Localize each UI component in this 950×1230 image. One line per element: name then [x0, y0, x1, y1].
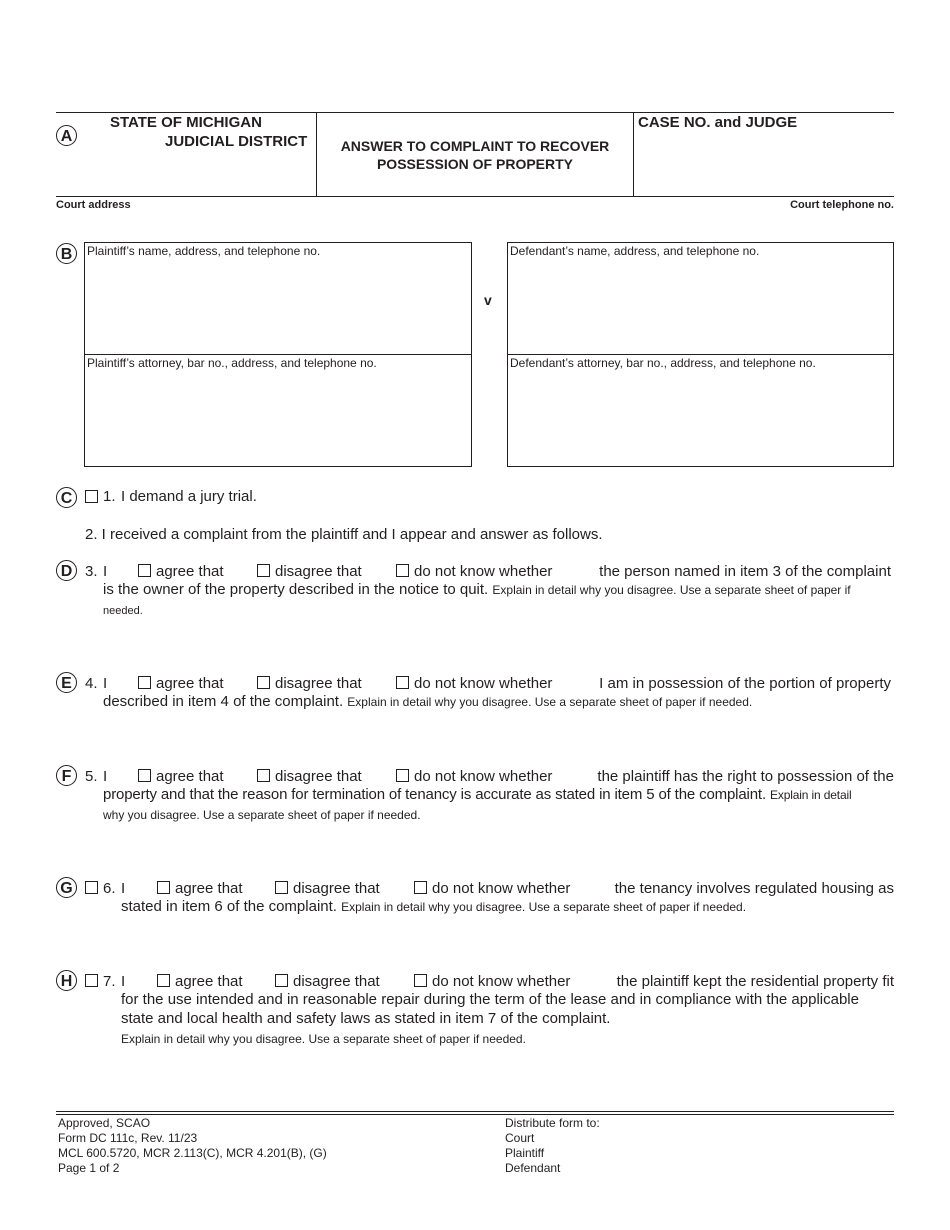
footer-approved: Approved, SCAO: [58, 1116, 151, 1130]
item4-agree-label: agree that: [156, 675, 224, 692]
item5-tail: the plaintiff has the right to possession of the: [597, 768, 894, 785]
item7-line3: state and local health and safety laws as stated in item 7 of the complaint.: [121, 1010, 611, 1027]
item6-agree-label: agree that: [175, 880, 243, 897]
footer-page-number: Page 1 of 2: [58, 1161, 120, 1175]
item6-agree-checkbox[interactable]: [157, 881, 170, 894]
item6-tail: the tenancy involves regulated housing as: [614, 880, 894, 897]
form-title-line2: POSSESSION OF PROPERTY: [376, 156, 574, 172]
marker-b: B: [56, 243, 77, 264]
item3-i: I: [103, 563, 108, 580]
marker-f: F: [56, 765, 77, 786]
item4-line2-text: described in item 4 of the complaint.: [103, 693, 344, 710]
item5-agree-label: agree that: [156, 768, 224, 785]
item6-disagree-label: disagree that: [293, 880, 380, 897]
item7-disagree-label: disagree that: [293, 973, 380, 990]
item1-number: 1.: [103, 488, 116, 505]
plaintiff-attorney-box[interactable]: [84, 354, 472, 467]
plaintiff-name-box[interactable]: [84, 242, 472, 355]
defendant-attorney-label: Defendant’s attorney, bar no., address, and telephone no.: [510, 356, 816, 370]
item7-unknown-checkbox[interactable]: [414, 974, 427, 987]
item4-line2: [103, 693, 752, 711]
item7-i: I: [121, 973, 126, 990]
marker-a: A: [56, 125, 77, 146]
item6-line2-text: stated in item 6 of the complaint.: [121, 898, 337, 915]
item3-agree-checkbox[interactable]: [138, 564, 151, 577]
item5-number: 5.: [85, 768, 98, 785]
footer-rule-bottom: [56, 1114, 894, 1115]
header-bottom-rule: [56, 196, 894, 197]
item5-disagree-checkbox[interactable]: [257, 769, 270, 782]
marker-g: G: [56, 877, 77, 898]
item6-line2: [121, 898, 746, 916]
item4-number: 4.: [85, 675, 98, 692]
item4-disagree-checkbox[interactable]: [257, 676, 270, 689]
marker-d: D: [56, 560, 77, 581]
item3-line2-text: is the owner of the property described in the notice to quit.: [103, 581, 489, 598]
footer-form-number: Form DC 111c, Rev. 11/23: [58, 1131, 198, 1145]
item2-text: 2. I received a complaint from the plaintiff and I appear and answer as follows.: [85, 526, 603, 543]
case-number-label: CASE NO. and JUDGE: [638, 114, 798, 131]
court-address-label: Court address: [56, 199, 131, 211]
district-label: JUDICIAL DISTRICT: [165, 133, 308, 150]
footer-rule-top: [56, 1111, 894, 1112]
item5-disagree-label: disagree that: [275, 768, 362, 785]
item4-agree-checkbox[interactable]: [138, 676, 151, 689]
item7-tail: the plaintiff kept the residential property fit: [616, 973, 894, 990]
item1-text: I demand a jury trial.: [121, 488, 257, 505]
item5-unknown-label: do not know whether: [414, 768, 553, 785]
state-label: STATE OF MICHIGAN: [110, 114, 262, 131]
header-divider-right: [633, 112, 634, 196]
item4-i: I: [103, 675, 108, 692]
marker-e: E: [56, 672, 77, 693]
item7-agree-checkbox[interactable]: [157, 974, 170, 987]
item3-disagree-checkbox[interactable]: [257, 564, 270, 577]
item5-agree-checkbox[interactable]: [138, 769, 151, 782]
item7-line4-note: Explain in detail why you disagree. Use a separate sheet of paper if needed.: [121, 1032, 526, 1046]
item3-unknown-label: do not know whether: [414, 563, 553, 580]
item5-line2: [103, 786, 852, 804]
footer-distribute-defendant: Defendant: [505, 1161, 561, 1175]
item7-checkbox[interactable]: [85, 974, 98, 987]
item6-disagree-checkbox[interactable]: [275, 881, 288, 894]
footer-rules: MCL 600.5720, MCR 2.113(C), MCR 4.201(B), (G): [58, 1146, 327, 1160]
item6-unknown-checkbox[interactable]: [414, 881, 427, 894]
footer-distribute-label: Distribute form to:: [505, 1116, 600, 1130]
item3-disagree-label: disagree that: [275, 563, 362, 580]
item5-line3-note: why you disagree. Use a separate sheet of paper if needed.: [103, 808, 421, 822]
item3-line2-note: Explain in detail why you disagree. Use a separate sheet of paper if: [492, 583, 851, 597]
item3-line2: [103, 581, 851, 599]
item4-line2-note: Explain in detail why you disagree. Use a separate sheet of paper if needed.: [347, 695, 753, 709]
item7-disagree-checkbox[interactable]: [275, 974, 288, 987]
item3-agree-label: agree that: [156, 563, 224, 580]
item4-unknown-checkbox[interactable]: [396, 676, 409, 689]
item6-unknown-label: do not know whether: [432, 880, 571, 897]
item3-tail: the person named in item 3 of the complaint: [599, 563, 891, 580]
header-top-rule: [56, 112, 894, 113]
item4-disagree-label: disagree that: [275, 675, 362, 692]
item7-agree-label: agree that: [175, 973, 243, 990]
item6-checkbox[interactable]: [85, 881, 98, 894]
item6-number: 6.: [103, 880, 116, 897]
plaintiff-name-label: Plaintiff’s name, address, and telephone no.: [87, 244, 321, 258]
item5-line2-text: property and that the reason for termination of tenancy is accurate as stated in item 5 of the complaint.: [103, 786, 766, 803]
item7-number: 7.: [103, 973, 116, 990]
item6-i: I: [121, 880, 126, 897]
item7-unknown-label: do not know whether: [432, 973, 571, 990]
footer-distribute-plaintiff: Plaintiff: [505, 1146, 545, 1160]
item5-i: I: [103, 768, 108, 785]
defendant-name-label: Defendant’s name, address, and telephone no.: [510, 244, 760, 258]
item6-line2-note: Explain in detail why you disagree. Use a separate sheet of paper if needed.: [341, 900, 747, 914]
item3-line3-note: needed.: [103, 605, 143, 617]
defendant-name-box[interactable]: [507, 242, 894, 355]
jury-trial-checkbox[interactable]: [85, 490, 98, 503]
item4-unknown-label: do not know whether: [414, 675, 553, 692]
item5-line2-note: Explain in detail: [770, 788, 852, 802]
versus-label: v: [484, 292, 492, 308]
plaintiff-attorney-label: Plaintiff’s attorney, bar no., address, and telephone no.: [87, 356, 377, 370]
item3-unknown-checkbox[interactable]: [396, 564, 409, 577]
footer-distribute-court: Court: [505, 1131, 535, 1145]
defendant-attorney-box[interactable]: [507, 354, 894, 467]
item4-tail: I am in possession of the portion of property: [599, 675, 891, 692]
court-phone-label: Court telephone no.: [790, 199, 894, 211]
marker-h: H: [56, 970, 77, 991]
form-title-line1: ANSWER TO COMPLAINT TO RECOVER: [340, 138, 610, 154]
item3-number: 3.: [85, 563, 98, 580]
marker-c: C: [56, 487, 77, 508]
item5-unknown-checkbox[interactable]: [396, 769, 409, 782]
item7-line2: for the use intended and in reasonable repair during the term of the lease and in compliance with the applicable: [121, 991, 859, 1008]
